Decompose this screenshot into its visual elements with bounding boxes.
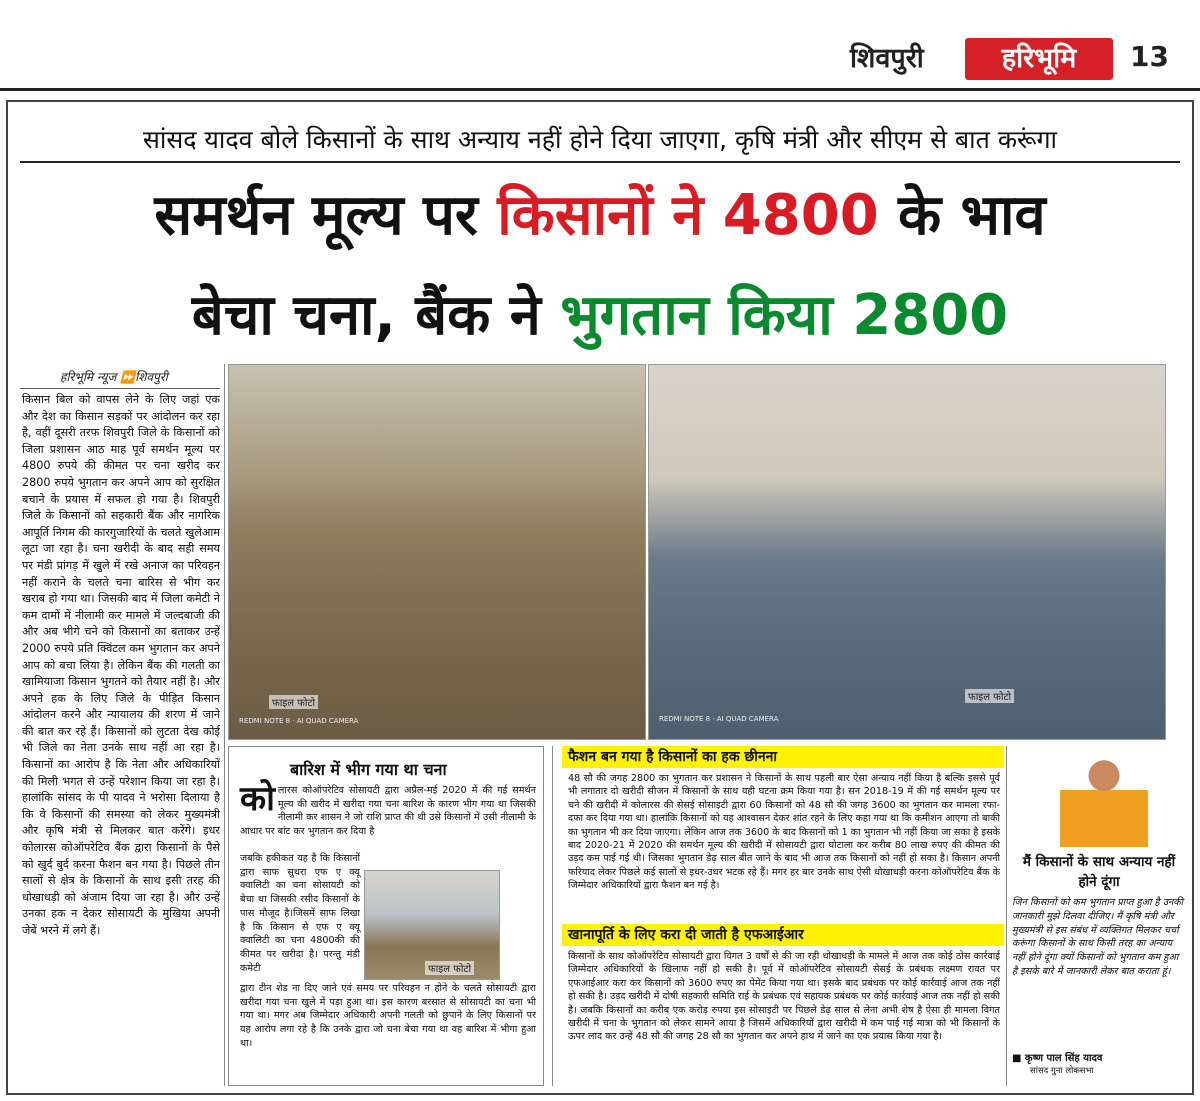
subheadline: सांसद यादव बोले किसानों के साथ अन्याय नहीं होने दिया जाएगा, कृषि मंत्री और सीएम से बात करूंगा — [142, 125, 1058, 154]
mp-name: ■ कृष्ण पाल सिंह यादव — [1012, 1053, 1103, 1064]
rain-box-title: बारिश में भीग गया था चना — [290, 760, 447, 779]
rain-box-intro — [240, 779, 536, 839]
headline-green-text: भुगतान किया 2800 — [560, 283, 1009, 348]
headline-line-1 — [20, 178, 1180, 254]
byline-rule — [20, 388, 220, 389]
left-column-article: किसान बिल को वापस लेने के लिए जहां एक और देश का किसान सड़कों पर आंदोलन कर रहा है, वहीं दूसरी तरफ शिवपुरी जिले के किसानों को जिला प्रशासन आठ माह पूर्व समर्थन मूल्य पर 4800 रुपये की कीमत पर चना खरीद कर 2800 रुपये भुगतान कर अपने आप को सुरक्षित बचाने के प्रयास में सफल हो गया है। शिवपुरी जिले के किसानों को सहकारी बैंक और नागरिक आपूर्ति निगम की कारगुजारियों के चलते खुलेआम लूटा जा रहा है। चना खरीदी के बाद सही समय पर मंडी प्रांगड़ में खुले में रखे अनाज का परिवहन नहीं कराने के चलते चना बारिस से भीग कर खराब हो गया था। जिसकी बाद में जिला कमेटी ने कम दामों में नीलामी कर मामले में जल्दबाजी की और अब भीगे चने को किसानों का बताकर उन्हें 2000 रुपये प्रति क्विंटल कम भुगतान कर अपने आप को बचा लिया है। लेकिन बैंक की गलती का खामियाजा किसान भुगतने को तैयार नहीं है। और अपने हक के लिए जिले के पीड़ित किसान आंदोलन करने और न्यायालय की शरण में जाने की बात कर रहे हैं। किसानों को लुटता देख कोई भी जिले का नेता उनके साथ नहीं आ रहा है। किसानों का आरोप है कि नेता और अधिकारियों की मिली भगत से उन्हें परेशान किया जा रहा है। हालांकि सांसद के पी यादव ने भरोसा दिलाया है कि वे किसानों की समस्या को लेकर मुख्यमंत्री और कृषि मंत्री से मिलकर बात करेंगे। इधर कोलारस कोऑपरेटिव बैंक द्वारा किसानों के पैसे को खुर्द बुर्द करना फैशन बन गया है। पिछले तीन सालों से क्षेत्र के किसानों के साथ इसी तरह की धोखाधड़ी को अंजाम दिया जा रहा है। और उन्हें उनका हक न देकर सोसायटी के मुखिया अपनी जेबें भरने में लगे हैं। — [22, 393, 220, 937]
headline-text: के भाव — [878, 183, 1046, 248]
drop-cap: को — [240, 779, 275, 819]
photo-open-sacks — [364, 870, 500, 980]
headline-text: बेचा चना, बैंक ने — [191, 283, 561, 348]
column-divider — [1006, 746, 1007, 1086]
section-fir-text: किसानों के साथ कोऑपरेटिव सोसायटी द्वारा विगत 3 वर्षों से की जा रही धोखाधड़ी के मामले में आज तक कोई ठोस कार्रवाई जिम्मेदार अधिकारियों के खिलाफ नहीं हो सकी है। पूर्व में कोऑपरेटिव सोसायटी सेसई के प्रबंधक लक्ष्मण रावत पर एफआईआर करा कर किसानों को 3600 रुपए का पेमेंट किया गया था। इसके बाद प्रबंधक पर कोई कार्रवाई आज तक नहीं हो सकी है। उड़द खरीदी में दोषी सहकारी समिति राई के प्रबंधक एवं सहायक प्रबंधक पर कोई कार्रवाई आज तक नहीं हो सकी है। जबकि किसानों का करीब एक करोड़ रुपया इस सोसाइटी पर पिछले डेढ़ साल से लेना अभी शेष है ऐसा ही मामला विगत खरीदी में चना के भुगतान को लेकर सामने आया है जिसमें अधिकारियों द्वारा खरीदी में कम पाई गई मात्रा को भी किसानों के ऊपर लाद कर उन्हें 48 सौ की जगह 28 सौ का भुगतान कर अपने हाथ में जाने का एक प्रयास किया गया है। — [568, 951, 1000, 1043]
rain-box-bottom-text: द्वारा टीन शेड ना दिए जाने एवं समय पर परिवहन न होने के चलते सोसायटी द्वारा खरीदा गया चना खुले में पड़ा हुआ था। इस कारण बरसात से सोसायटी का चना भी गया था। मगर अब जिम्मेदार अधिकारी अपनी गलती को छुपाने के लिए किसानों पर यह आरोप लगा रहे है कि उनके द्वारा जो चना बेचा गया था वह बारिश में भीगा हुआ था। — [240, 983, 536, 1049]
column-divider — [224, 364, 225, 1086]
photo-caption: फाइल फोटो — [965, 689, 1014, 703]
photo-caption: फाइल फोटो — [269, 695, 318, 709]
headline-red-text: किसानों ने 4800 — [497, 183, 879, 248]
masthead — [0, 0, 1200, 88]
column-divider — [552, 746, 553, 1086]
section-fashion-text: 48 सौ की जगह 2800 का भुगतान कर प्रशासन ने किसानों के साथ पहली बार ऐसा अन्याय नहीं किया है बल्कि इससे पूर्व भी लगातार दो खरीदी सीजन में किसानों के साथ यही घटना क्रम किया गया है। सन 2018-19 में की गई समर्थन मूल्य पर चने की खरीदी में कोलारस की सेसई सोसाइटी द्वारा 60 किसानों को 48 सौ की जगह 3600 का भुगतान कर मामला रफा-दफा कर दिया गया था। हालांकि किसानों को यह आश्वासन देकर शांत रहने के लिए कहा गया था कि कमीशन आएगा तो बाकी का भुगतान भी कर दिया जाएगा। लेकिन आज तक 3600 के बाद किसानों को 1 का भुगतान भी नहीं किया जा सका है इसके बाद 2020-21 में 2020 की समर्थन मूल्य की खरीदी में सोसायटी द्वारा घोटाला कर करीब 80 लाख रुपए की कीमत की उड़द कम पाई गई थी। जिसका भुगतान डेढ़ साल बीत जाने के बाद भी आज तक किसानों को नहीं हो सका है। किसान अपनी फरियाद लेकर पिछले कई सालों से इधर-उधर भटक रहे हैं। मगर हर बार उनके साथ ऐसी धोखाधड़ी करना कोऑपरेटिव बैंक के जिम्मेदार अधिकारियों द्वारा फैशन बन गई है। — [568, 773, 1000, 892]
mp-quote-text: जिन किसानों को कम भुगतान प्राप्त हुआ है उनकी जानकारी मुझे दिलवा दीजिए। मैं कृषि मंत्री और मुख्यमंत्री से इस संबंध में व्यक्तिगत मिलकर चर्चा करूंगा किसानों के साथ किसी तरह का अन्याय नहीं होने दूंगा क्यों किसानों को भुगतान कम हुआ है इसके बारे में जानकारी लेकर बात कराता हूं। — [1012, 897, 1184, 977]
masthead-city: शिवपुरी — [850, 43, 924, 74]
mp-quote-title: मैं किसानों के साथ अन्याय नहीं होने दूंगा — [1022, 854, 1176, 890]
byline: हरिभूमि न्यूज ⏩शिवपुरी — [60, 370, 168, 384]
section-fir-title: खानापूर्ति के लिए करा दी जाती है एफआईआर — [562, 924, 1004, 946]
section-fashion-title: फैशन बन गया है किसानों का हक छीनना — [562, 746, 1004, 768]
camera-watermark: REDMI NOTE 8 · AI QUAD CAMERA — [239, 717, 359, 725]
mp-portrait-photo — [1060, 752, 1148, 847]
masthead-rule — [0, 88, 1200, 91]
headline-line-2 — [20, 278, 1180, 354]
photo-covered-sacks-rain — [648, 364, 1166, 740]
rain-box-intro-text: लारस कोऑपरेटिव सोसायटी द्वारा अप्रैल-मई 2020 में की गई समर्थन मूल्य की खरीद में खरीदा गया चना बारिश के कारण भीग गया था जिसकी नीलामी कर शासन ने जो राशि प्राप्त की थी उसे किसानों में उसी नीलामी के आधार पर बांट कर भुगतान कर दिया है — [240, 785, 536, 838]
masthead-brand-logo: हरिभूमि — [965, 38, 1113, 80]
photo-farmers-sacks — [228, 364, 646, 740]
rain-box-narrow-text: जबकि हकीकत यह है कि किसानों द्वारा साफ सुथरा एफ ए क्यू क्वालिटी का चना सोसायटी को बेचा था जिसकी रसीद किसानों के पास मौजूद है।जिसमें साफ लिखा है कि किसान से एफ ए क्यू क्वालिटी का चना 4800की की कीमत पर खरीदा है। परन्तु मंडी कमेटी — [240, 853, 360, 974]
headline-text: समर्थन मूल्य पर — [154, 183, 498, 248]
photo-caption: फाइल फोटो — [425, 961, 474, 975]
page-number: 13 — [1130, 40, 1169, 73]
mp-designation: सांसद गुना लोकसभा — [1030, 1066, 1094, 1076]
subheadline-rule — [20, 161, 1180, 163]
camera-watermark: REDMI NOTE 8 · AI QUAD CAMERA — [659, 715, 779, 723]
